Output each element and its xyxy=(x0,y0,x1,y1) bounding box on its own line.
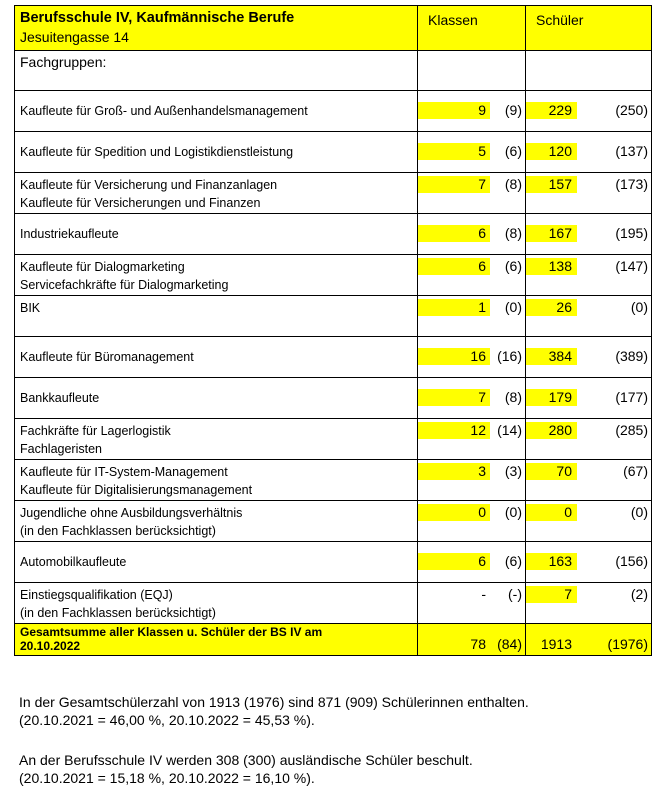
schueler-previous-value: (389) xyxy=(615,348,648,364)
table-row xyxy=(15,255,652,296)
klassen-cell xyxy=(418,501,526,542)
total-klassen-prev: (84) xyxy=(497,636,522,652)
school-address: Jesuitengasse 14 xyxy=(20,29,129,45)
schueler-value: 384 xyxy=(548,348,572,364)
klassen-value: 3 xyxy=(478,463,486,479)
table-row xyxy=(15,501,652,542)
category-cell xyxy=(15,460,418,501)
category-cell xyxy=(15,173,418,214)
schueler-previous-value: (156) xyxy=(615,553,648,569)
schueler-value: 138 xyxy=(548,258,572,274)
klassen-value: 12 xyxy=(470,422,486,438)
schueler-value: 26 xyxy=(556,299,572,315)
category-cell xyxy=(15,501,418,542)
klassen-cell xyxy=(418,542,526,583)
category-label: Kaufleute für Dialogmarketing xyxy=(20,260,185,274)
klassen-previous-value: (6) xyxy=(504,553,522,569)
category-cell xyxy=(15,583,418,624)
schueler-cell xyxy=(526,255,652,296)
klassen-cell xyxy=(418,173,526,214)
category-label: Kaufleute für Spedition und Logistikdienstleistung xyxy=(20,145,294,159)
klassen-previous-value: (8) xyxy=(504,389,522,405)
klassen-header-cell xyxy=(418,6,526,51)
table-row xyxy=(15,296,652,337)
total-row xyxy=(15,624,652,656)
klassen-value: 9 xyxy=(478,102,486,118)
table-row xyxy=(15,91,652,132)
schueler-value: 167 xyxy=(548,225,572,241)
schueler-header-cell xyxy=(526,6,652,51)
note-foreign-line1: An der Berufsschule IV werden 308 (300) ausländische Schüler beschult. xyxy=(19,752,473,768)
table-row xyxy=(15,542,652,583)
category-cell xyxy=(15,214,418,255)
klassen-previous-value: (8) xyxy=(504,225,522,241)
klassen-cell xyxy=(418,296,526,337)
note-female-students xyxy=(19,693,529,729)
category-label: Kaufleute für Versicherungen und Finanzen xyxy=(20,196,261,210)
table-row xyxy=(15,132,652,173)
category-label: Kaufleute für Digitalisierungsmanagement xyxy=(20,483,253,497)
klassen-cell xyxy=(418,378,526,419)
schueler-cell xyxy=(526,378,652,419)
category-cell xyxy=(15,132,418,173)
category-cell xyxy=(15,378,418,419)
klassen-previous-value: (9) xyxy=(504,102,522,118)
schueler-previous-value: (0) xyxy=(630,299,648,315)
notes-section xyxy=(19,693,529,809)
schueler-cell xyxy=(526,460,652,501)
table-row xyxy=(15,419,652,460)
schueler-cell xyxy=(526,173,652,214)
schueler-previous-value: (250) xyxy=(615,102,648,118)
category-cell xyxy=(15,296,418,337)
schueler-cell xyxy=(526,583,652,624)
note-foreign-students xyxy=(19,751,529,787)
schueler-cell xyxy=(526,419,652,460)
schueler-value: 157 xyxy=(548,176,572,192)
table-row xyxy=(15,378,652,419)
schueler-previous-value: (285) xyxy=(615,422,648,438)
klassen-cell xyxy=(418,460,526,501)
category-cell xyxy=(15,337,418,378)
schueler-previous-value: (147) xyxy=(615,258,648,274)
schueler-value: 163 xyxy=(548,553,572,569)
schueler-cell xyxy=(526,337,652,378)
table-row xyxy=(15,583,652,624)
klassen-value: 0 xyxy=(478,504,486,520)
schueler-value: 280 xyxy=(548,422,572,438)
klassen-cell xyxy=(418,132,526,173)
klassen-value: 1 xyxy=(478,299,486,315)
klassen-value: 5 xyxy=(478,143,486,159)
category-label: Kaufleute für Groß- und Außenhandelsmanagement xyxy=(20,104,308,118)
note-foreign-line2: (20.10.2021 = 15,18 %, 20.10.2022 = 16,10 %). xyxy=(19,770,315,786)
category-label: (in den Fachklassen berücksichtigt) xyxy=(20,524,216,538)
klassen-cell xyxy=(418,214,526,255)
category-label: Kaufleute für IT-System-Management xyxy=(20,465,228,479)
schueler-previous-value: (177) xyxy=(615,389,648,405)
category-cell xyxy=(15,255,418,296)
category-label: Bankkaufleute xyxy=(20,391,100,405)
klassen-value: 6 xyxy=(478,553,486,569)
klassen-column-header: Klassen xyxy=(428,12,478,28)
schueler-column-header: Schüler xyxy=(536,12,584,28)
schueler-previous-value: (0) xyxy=(630,504,648,520)
klassen-previous-value: (3) xyxy=(504,463,522,479)
schueler-value: 7 xyxy=(564,586,572,602)
category-cell xyxy=(15,419,418,460)
schueler-cell xyxy=(526,91,652,132)
category-label: Industriekaufleute xyxy=(20,227,119,241)
klassen-value: 6 xyxy=(478,258,486,274)
schueler-cell xyxy=(526,542,652,583)
category-label: BIK xyxy=(20,301,41,315)
klassen-cell xyxy=(418,583,526,624)
school-statistics-table xyxy=(14,5,652,656)
schueler-cell xyxy=(526,501,652,542)
category-label: Kaufleute für Büromanagement xyxy=(20,350,194,364)
klassen-previous-value: (8) xyxy=(504,176,522,192)
total-schueler: 1913 xyxy=(540,636,572,652)
klassen-previous-value: (6) xyxy=(504,143,522,159)
schueler-previous-value: (137) xyxy=(615,143,648,159)
schueler-value: 70 xyxy=(556,463,572,479)
category-label: Fachkräfte für Lagerlogistik xyxy=(20,424,171,438)
klassen-previous-value: (6) xyxy=(504,258,522,274)
schueler-cell xyxy=(526,132,652,173)
klassen-value: 6 xyxy=(478,225,486,241)
schueler-value: 229 xyxy=(548,102,572,118)
klassen-previous-value: (0) xyxy=(504,504,522,520)
klassen-previous-value: (14) xyxy=(497,422,522,438)
category-cell xyxy=(15,91,418,132)
schueler-previous-value: (195) xyxy=(615,225,648,241)
schueler-cell xyxy=(526,296,652,337)
category-label: Servicefachkräfte für Dialogmarketing xyxy=(20,278,229,292)
category-label: Jugendliche ohne Ausbildungsverhältnis xyxy=(20,506,243,520)
school-name: Berufsschule IV, Kaufmännische Berufe xyxy=(20,10,295,26)
total-label-cell xyxy=(15,624,418,656)
klassen-previous-value: (0) xyxy=(504,299,522,315)
note-female-line2: (20.10.2021 = 46,00 %, 20.10.2022 = 45,53 %). xyxy=(19,712,315,728)
klassen-cell xyxy=(418,91,526,132)
klassen-value: 7 xyxy=(478,389,486,405)
total-label-line2: 20.10.2022 xyxy=(20,639,81,653)
fachgruppen-label: Fachgruppen: xyxy=(20,54,107,70)
klassen-previous-value: (16) xyxy=(497,348,522,364)
schueler-value: 120 xyxy=(548,143,572,159)
schueler-previous-value: (67) xyxy=(623,463,648,479)
category-label: Einstiegsqualifikation (EQJ) xyxy=(20,588,173,602)
schueler-value: 179 xyxy=(548,389,572,405)
schueler-cell xyxy=(526,214,652,255)
klassen-cell xyxy=(418,337,526,378)
school-header-cell xyxy=(15,6,418,51)
total-schueler-prev: (1976) xyxy=(607,636,648,652)
note-female-line1: In der Gesamtschülerzahl von 1913 (1976) sind 871 (909) Schülerinnen enthalten. xyxy=(19,694,529,710)
schueler-previous-value: (173) xyxy=(615,176,648,192)
table-row xyxy=(15,460,652,501)
fachgruppen-row xyxy=(15,51,652,91)
klassen-previous-value: (-) xyxy=(508,586,522,602)
category-label: (in den Fachklassen berücksichtigt) xyxy=(20,606,216,620)
category-label: Kaufleute für Versicherung und Finanzanlagen xyxy=(20,178,278,192)
category-cell xyxy=(15,542,418,583)
total-klassen: 78 xyxy=(470,636,486,652)
klassen-value: - xyxy=(481,586,486,602)
category-label: Automobilkaufleute xyxy=(20,555,127,569)
schueler-value: 0 xyxy=(564,504,572,520)
klassen-value: 7 xyxy=(478,176,486,192)
table-row xyxy=(15,337,652,378)
table-row xyxy=(15,214,652,255)
total-label-line1: Gesamtsumme aller Klassen u. Schüler der BS IV am xyxy=(20,625,323,639)
table-header-row xyxy=(15,6,652,51)
klassen-cell xyxy=(418,419,526,460)
schueler-previous-value: (2) xyxy=(630,586,648,602)
klassen-cell xyxy=(418,255,526,296)
table-row xyxy=(15,173,652,214)
klassen-value: 16 xyxy=(470,348,486,364)
category-label: Fachlageristen xyxy=(20,442,102,456)
